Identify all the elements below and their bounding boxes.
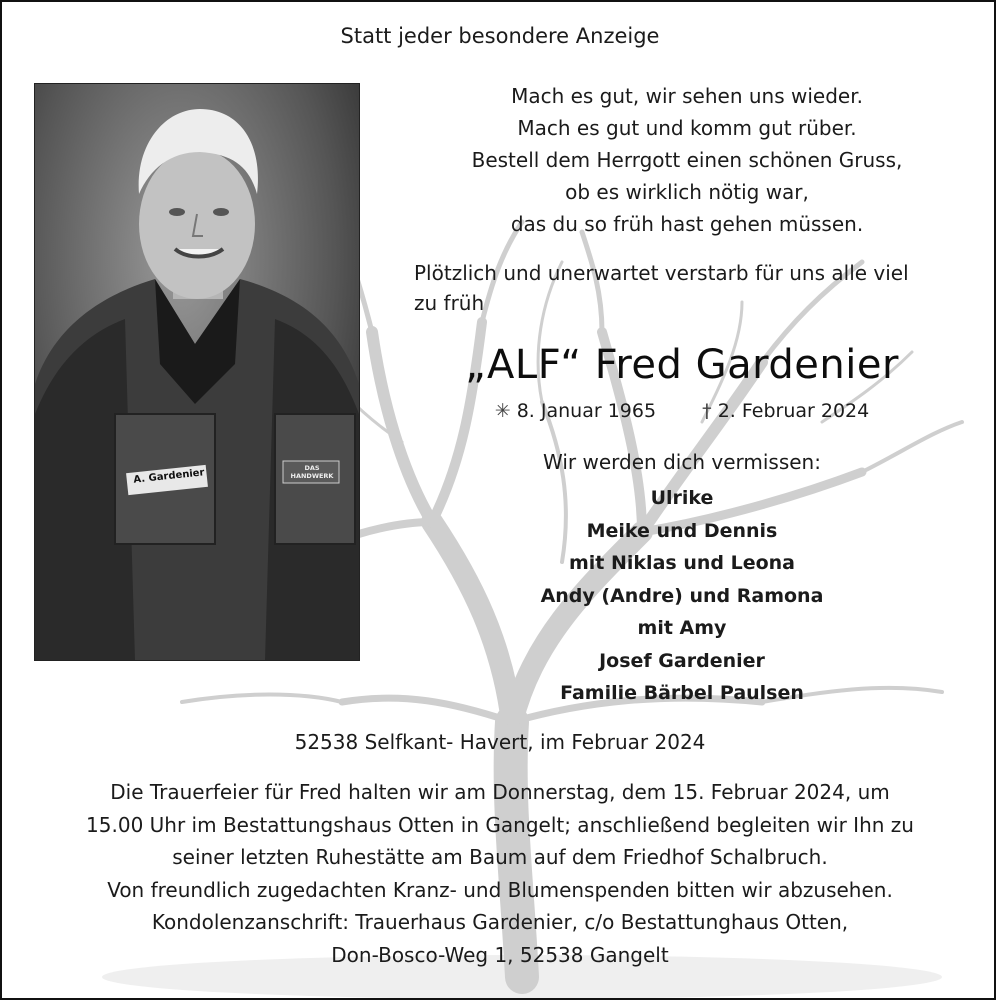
mourner-name: mit Niklas und Leona [569,552,795,574]
mourner-name: Meike und Dennis [586,519,778,542]
mourners-list [412,482,952,710]
death-date: 2. Februar 2024 [717,400,870,422]
mourner-name: mit Amy [637,617,727,639]
mourner-name: Josef Gardenier [599,649,765,672]
details-line: 15.00 Uhr im Bestattungshaus Otten in Gangelt; anschließend begleiten wir Ihn zu [86,812,914,837]
place-and-date: 52538 Selfkant- Havert, im Februar 2024 [294,730,706,754]
details-line: Don-Bosco-Weg 1, 52538 Gangelt [331,942,669,967]
verse-line: das du so früh hast gehen müssen. [510,212,864,236]
verse-line: Mach es gut und komm gut rüber. [517,116,857,140]
mourner-name: Ulrike [650,487,714,509]
name-tag-text: A. Gardenier [132,467,206,486]
details-line: seiner letzten Ruhestätte am Baum auf dem Friedhof Schalbruch. [172,845,828,869]
mourner-name: Andy (Andre) und Ramona [540,584,824,607]
death-cross-icon: † [702,400,712,422]
mourners-heading: Wir werden dich vermissen: [543,450,821,474]
life-dates [412,400,952,422]
funeral-details [2,776,996,971]
portrait-photo [34,83,360,661]
birth-star-icon: ✳ [494,400,511,422]
farewell-verse [437,80,937,240]
notice-header: Statt jeder besondere Anzeige [340,24,660,48]
mourner-name: Familie Bärbel Paulsen [560,682,804,704]
details-line: Von freundlich zugedachten Kranz- und Blumenspenden bitten wir abzusehen. [107,877,893,902]
details-line: Kondolenzanschrift: Trauerhaus Gardenier, c/o Bestattunghaus Otten, [151,910,849,934]
portrait-image [35,84,359,660]
birth-date: 8. Januar 1965 [516,400,657,422]
details-line: Die Trauerfeier für Fred halten wir am Donnerstag, dem 15. Februar 2024, um [110,780,890,804]
deceased-name: „ALF“ Fred Gardenier [465,342,899,388]
verse-line: Bestell dem Herrgott einen schönen Gruss, [471,148,903,172]
verse-line: Mach es gut, wir sehen uns wieder. [511,84,863,108]
intro-text: Plötzlich und unerwartet verstarb für uns alle viel zu früh [414,261,909,315]
badge-text: DAS HANDWERK [290,464,334,480]
verse-line: ob es wirklich nötig war, [565,180,809,204]
